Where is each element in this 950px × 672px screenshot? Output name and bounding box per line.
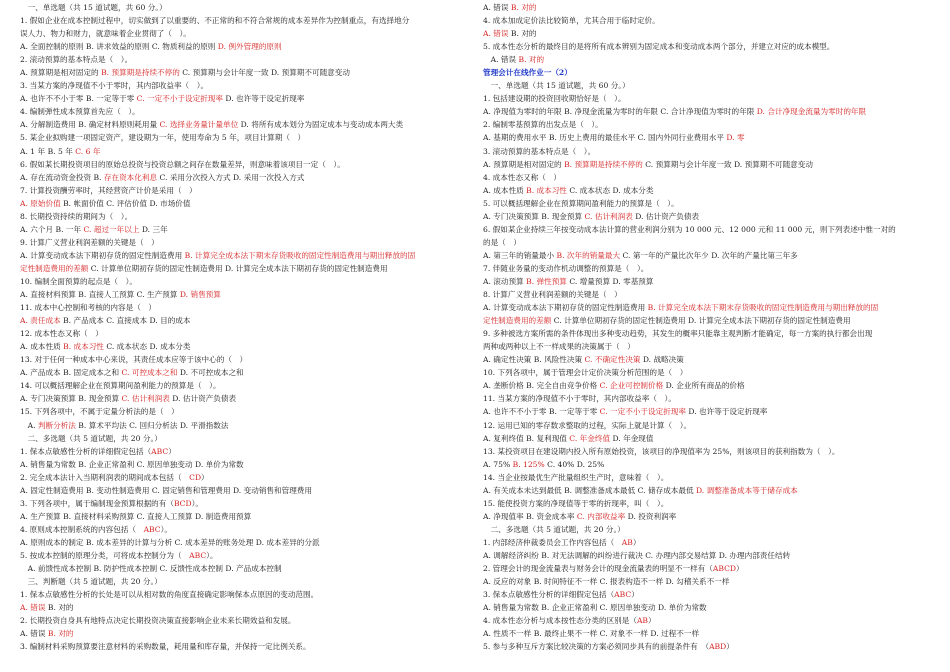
answer-text: 存在资本化利息 xyxy=(103,172,158,182)
answer-text: D. 例外管理的原则 xyxy=(217,42,282,52)
answer-text: ABC xyxy=(151,446,169,456)
text-segment: A. 75% xyxy=(483,459,513,469)
text-segment: 3. 下列各项中，属于编制现金预算根据的有（ xyxy=(20,498,174,508)
text-segment: 7. 伴随业务量的变动作机动调整的预算是（ ）。 xyxy=(483,263,649,273)
answer-text: 定性制造费用的差额 xyxy=(483,316,552,326)
text-segment: A. 基期的费用水平 B. 历史上费用的最佳水平 C. 国内外同行业费用水平 xyxy=(483,133,727,143)
right-line xyxy=(483,236,935,249)
right-line xyxy=(483,314,935,327)
answer-text: C. 估计利润表 xyxy=(584,211,633,221)
text-segment: 一、单选题（共 15 道试题，共 60 分。） xyxy=(20,3,167,12)
right-line xyxy=(483,53,935,66)
text-segment: C. 计算单位期初存货的固定性制造费用 D. 计算完全成本法下期初存货的固定性制造费用 xyxy=(551,316,851,326)
text-segment: 11. 当某方案的净现值不小于零时，其内部收益率（ ）。 xyxy=(483,394,676,404)
text-segment: 4. 编制弹性成本预算首先应（ ）。 xyxy=(20,107,140,117)
right-line xyxy=(483,419,935,432)
text-segment: 1. 保本点敏感性分析的详细假定包括（ xyxy=(20,446,152,456)
text-segment: 9. 计算广义营业利润差额的关键是（ ） xyxy=(20,237,159,247)
left-line xyxy=(20,236,467,249)
right-line xyxy=(483,471,935,484)
text-segment: D. 三年 xyxy=(139,224,168,234)
left-line xyxy=(20,262,467,275)
left-line xyxy=(20,314,467,327)
right-line xyxy=(483,184,935,197)
right-line xyxy=(483,549,935,562)
left-line xyxy=(20,184,467,197)
text-segment: A. 调解经济纠纷 B. 对无法调解的纠纷进行裁决 C. 办理内部交易结算 D. 办理内部责任结转 xyxy=(483,550,791,560)
text-segment: ） xyxy=(648,616,656,626)
answer-text: D. 合计净现金流量为零时的年限 xyxy=(756,107,867,117)
right-line xyxy=(483,27,935,40)
answer-text: B. 成本习性 xyxy=(63,342,104,352)
right-line xyxy=(483,118,935,131)
text-segment: A. 有关成本未达到最低 B. 调整准备成本最低 C. 储存成本最低 xyxy=(483,485,696,495)
answer-text: BCD xyxy=(173,498,192,508)
left-line xyxy=(20,210,467,223)
right-line xyxy=(483,353,935,366)
answer-text: ABC xyxy=(614,590,632,600)
text-segment: A. 存在流动资金投资 B. xyxy=(20,172,104,182)
left-line xyxy=(20,627,467,640)
answer-text: C. 一定不小于设定折现率 xyxy=(599,407,686,417)
answer-text: B. 弹性预算 xyxy=(526,276,567,286)
right-line xyxy=(483,458,935,471)
answer-text: B. 对的 xyxy=(510,3,537,12)
text-segment: D. 企业所有商品的价格 xyxy=(663,381,745,391)
answer-text: B. 计算完全成本法下期末存货吸收的固定性制造费用与期出释放的固 xyxy=(184,250,416,260)
text-segment: 12. 成本性态又称（ ） xyxy=(20,329,103,339)
answer-text: B. 预算期是持续不停的 xyxy=(101,68,180,78)
text-segment: 15. 能使投资方案的净现值等于零的折现率，叫（ ）。 xyxy=(483,498,669,508)
left-line xyxy=(20,445,467,458)
left-line xyxy=(20,432,467,445)
left-line xyxy=(20,197,467,210)
answer-text: A. 责任成本 xyxy=(20,316,61,326)
right-line xyxy=(483,562,935,575)
text-segment: ）。 xyxy=(206,550,218,560)
left-line xyxy=(20,366,467,379)
text-segment: 7. 计算投资酬劳率时，其经营资产计价是采用（ ） xyxy=(20,185,197,195)
text-segment: C. 采用分次投入方式 D. 采用一次投入方式 xyxy=(157,172,305,182)
text-segment: 10. 编制全面预算的起点是（ ）。 xyxy=(20,276,138,286)
text-segment: A. 净现值为零时的年限 B. 净现金流量为零时的年限 C. 合计净现值为零时的年限 xyxy=(483,107,757,117)
text-segment: 二、多选题（共 5 道试题，共 20 分。） xyxy=(483,524,625,534)
left-line xyxy=(20,340,467,353)
text-segment: ） xyxy=(726,642,734,652)
text-segment: 4. 成本性态又称（ ） xyxy=(483,172,562,182)
left-line xyxy=(20,288,467,301)
text-segment: D. 战略决策 xyxy=(640,355,684,365)
text-segment: A. 滚动预算 xyxy=(483,276,527,286)
text-segment: A. 销售量为常数 B. 企业正常盈利 C. 原因单独变动 D. 单价为常数 xyxy=(20,459,244,469)
right-line xyxy=(483,210,935,223)
right-line xyxy=(483,340,935,353)
answer-text: ABC xyxy=(143,524,161,534)
text-segment: A. 反应的对象 B. 时间特征不一样 C. 报表构造不一样 D. 勾稽关系不一样 xyxy=(483,577,730,587)
answer-text: C. 选择业务量计量单位 xyxy=(159,120,239,130)
answer-text: ABC xyxy=(189,550,207,560)
answer-text: B. 计算完全成本法下期末存货吸收的固定性制造费用与期出释放的固 xyxy=(647,303,879,313)
right-line xyxy=(483,536,935,549)
text-segment: 3. 保本点敏感性分析的详细假定包括（ xyxy=(483,590,615,600)
answer-text: B. 次年的销量最大 xyxy=(556,250,621,260)
right-line xyxy=(483,445,935,458)
left-line xyxy=(20,549,467,562)
right-line xyxy=(483,301,935,314)
text-segment: 11. 成本中心控制和考核的内容是（ ） xyxy=(20,303,156,313)
text-segment: A. 销售量为常数 B. 企业正常盈利 C. 原因单独变动 D. 单价为常数 xyxy=(483,603,707,613)
right-line xyxy=(483,523,935,536)
text-segment: A. 预算期是相对固定的 xyxy=(483,159,565,169)
left-line xyxy=(20,614,467,627)
text-segment: 5. 成本性态分析的最终目的是将所有成本辨别为固定成本和变动成本两个部分，并建立对应的成本模型。 xyxy=(483,42,835,52)
answer-text: 判断分析法 xyxy=(37,420,76,430)
right-line xyxy=(483,327,935,340)
answer-text: A. 错误 xyxy=(20,603,46,613)
text-segment: C. 成本状态 D. 成本分类 xyxy=(103,342,191,352)
right-line xyxy=(483,197,935,210)
section-title: 管理会计在线作业一（2） xyxy=(483,68,572,78)
text-segment: B. 对的 xyxy=(508,29,537,39)
text-segment: C. 预算期与会计年度一致 D. 预算期不可随意变动 xyxy=(179,68,350,78)
right-line xyxy=(483,405,935,418)
text-segment: C. 成本状态 D. 成本分类 xyxy=(566,185,654,195)
text-segment: A. 专门决策预算 B. 现金预算 xyxy=(483,211,585,221)
text-segment: 5. 某企业拟购建一项固定资产，建设期为一年，使用寿命为 5 年，项目计算期（ ） xyxy=(20,133,306,143)
left-line xyxy=(20,458,467,471)
left-line xyxy=(20,301,467,314)
text-segment: A. 预算期是相对固定的 xyxy=(20,68,102,78)
answer-text: D. 调整准备成本等于储存成本 xyxy=(695,485,798,495)
left-line xyxy=(20,484,467,497)
answer-text: B. 对的 xyxy=(47,629,74,639)
left-line xyxy=(20,171,467,184)
text-segment: D. 也许等于设定折现率 xyxy=(685,407,768,417)
right-line xyxy=(483,262,935,275)
text-segment: A. 直接材料预算 B. 直接人工预算 C. 生产预算 xyxy=(20,290,180,300)
text-segment: 1. 保本点敏感性分析的长处是可以从相对数的角度直接确定影响保本点原因的变动范围。 xyxy=(20,590,319,600)
right-line xyxy=(483,66,935,79)
text-segment: C. 预算期与会计年度一致 D. 预算期不可随意变动 xyxy=(642,159,813,169)
text-segment: A. 也许不不小于零 B. 一定等于零 xyxy=(20,94,137,104)
text-segment: A. 产品成本 B. 固定成本之和 xyxy=(20,368,122,378)
text-segment: 13. 某投资项目在建设期内投入所有原始投资，该项目的净现值率为 25%，则该项目的获利指数为（ ）。 xyxy=(483,446,840,456)
right-line xyxy=(483,171,935,184)
text-segment: 4. 原则成本控制系统的内容包括（ xyxy=(20,524,144,534)
left-line xyxy=(20,92,467,105)
left-line xyxy=(20,158,467,171)
right-line xyxy=(483,158,935,171)
left-line xyxy=(20,497,467,510)
right-line xyxy=(483,92,935,105)
answer-text: B. 125% xyxy=(512,459,545,469)
answer-text: B. 预算期是持续不停的 xyxy=(564,159,643,169)
answer-text: AB xyxy=(636,616,649,626)
right-line xyxy=(483,1,935,14)
right-line xyxy=(483,275,935,288)
text-segment: 3. 当某方案的净现值不小于零时，其内部收益率（ ）。 xyxy=(20,81,209,91)
left-column xyxy=(20,1,467,653)
right-line xyxy=(483,627,935,640)
text-segment: 14. 可以概括理解企业在预算期间盈利能力的预算是（ ）。 xyxy=(20,381,221,391)
text-segment: 6. 假如某企业持续三年按变动成本法计算的营业利润分别为 10 000 元、12 000 元和 11 000 元，则下列表述中惟一对的 xyxy=(483,224,896,234)
text-segment: A. 错误 xyxy=(483,3,511,12)
right-line xyxy=(483,510,935,523)
right-line xyxy=(483,588,935,601)
text-segment: 1. 内部经济仲裁委员会工作内容包括（ xyxy=(483,537,622,547)
answer-text: D. 销售预算 xyxy=(179,290,221,300)
text-segment: 二、多选题（共 5 道试题，共 20 分。） xyxy=(20,433,162,443)
text-segment: 5. 可以概括理解企业在预算期间盈利能力的预算是（ ）。 xyxy=(483,198,679,208)
left-line xyxy=(20,536,467,549)
text-segment: D. 估计资产负债表 xyxy=(632,211,700,221)
text-segment: A. xyxy=(20,420,38,430)
text-segment: A. 错误 xyxy=(20,629,48,639)
text-segment: A. 也许不不小于零 B. 一定等于零 xyxy=(483,407,600,417)
answer-text: C. 6 年 xyxy=(75,146,101,156)
left-line xyxy=(20,405,467,418)
right-line xyxy=(483,14,935,27)
text-segment: 15. 下列各项中，不属于定量分析法的是（ ） xyxy=(20,407,179,417)
right-line xyxy=(483,366,935,379)
answer-text: B. 成本习性 xyxy=(526,185,567,195)
left-line xyxy=(20,79,467,92)
left-line xyxy=(20,105,467,118)
text-segment: ） xyxy=(735,564,744,574)
text-segment: 2. 滚动预算的基本特点是（ ）。 xyxy=(20,55,133,65)
answer-text: AB xyxy=(621,537,633,547)
answer-text: A. 原始价值 xyxy=(20,198,61,208)
answer-text: A. 错误 xyxy=(483,29,509,39)
text-segment: A. 前馈性成本控制 B. 防护性成本控制 C. 反馈性成本控制 D. 产品成本控制 xyxy=(20,564,282,574)
text-segment: ） xyxy=(632,537,641,547)
answer-text: B. 对的 xyxy=(518,55,545,65)
answer-text: D. 零 xyxy=(726,133,745,143)
left-line xyxy=(20,562,467,575)
left-line xyxy=(20,601,467,614)
left-line xyxy=(20,471,467,484)
text-segment: 三、判断题（共 5 道试题，共 20 分。） xyxy=(20,577,162,587)
text-segment: A. 固定性制造费用 B. 变动性制造费用 C. 固定销售和管理费用 D. 变动销售和管理费用 xyxy=(20,485,312,495)
right-line xyxy=(483,575,935,588)
left-line xyxy=(20,353,467,366)
text-segment: ）。 xyxy=(191,498,203,508)
text-segment: 8. 长期投资持续的期间为（ ）。 xyxy=(20,211,133,221)
right-line xyxy=(483,131,935,144)
text-segment: D. 投资利润率 xyxy=(625,511,677,521)
answer-text: CD xyxy=(189,472,202,482)
text-segment: 3. 编制材料采购预算要注意材料的采购数量，耗用量和库存量，并保持一定比例关系。 xyxy=(20,642,311,652)
text-segment: D. 不可控成本之和 xyxy=(177,368,244,378)
right-line xyxy=(483,145,935,158)
text-segment: 5. 按成本控制的原理分类，可将成本控制分为（ xyxy=(20,550,190,560)
text-segment: 8. 计算广义营业利润差额的关键是（ ） xyxy=(483,290,622,300)
text-segment: C. 增量预算 D. 零基预算 xyxy=(566,276,654,286)
text-segment: A. 六个月 B. 一年 xyxy=(20,224,84,234)
left-line xyxy=(20,27,467,40)
left-line xyxy=(20,588,467,601)
text-segment: 6. 假如某长期投资项目的原始总投资与投资总额之间存在数量差异，则意味着该项目一定（ ）。 xyxy=(20,159,345,169)
left-line xyxy=(20,392,467,405)
text-segment: B. 产品成本 C. 直接成本 D. 目的成本 xyxy=(60,316,191,326)
text-segment: ）。 xyxy=(160,524,172,534)
right-line xyxy=(483,249,935,262)
text-segment: ） xyxy=(631,590,639,600)
answer-text: C. 超过一年以上 xyxy=(83,224,140,234)
text-segment: 9. 多种被选方案所需的条件体现出多种变动趋势，其发生的概率只能靠主观判断才能确定，每一方案的执行都会出现 xyxy=(483,329,873,339)
right-line xyxy=(483,497,935,510)
text-segment: 12. 运用已知的零存数求整取的过程，实际上就是计算（ ）。 xyxy=(483,420,692,430)
answer-text: C. 企业可控制价格 xyxy=(599,381,664,391)
answer-text: ABCD xyxy=(712,564,736,574)
answer-text: C. 一定不小于设定折现率 xyxy=(136,94,223,104)
text-segment: ） xyxy=(168,446,176,456)
answer-text: C. 不确定性决策 xyxy=(584,355,641,365)
text-segment: A. 错误 xyxy=(483,55,519,65)
answer-text: C. 年金终值 xyxy=(569,433,611,443)
right-line xyxy=(483,601,935,614)
text-segment: A. 1 年 B. 5 年 xyxy=(20,146,76,156)
left-line xyxy=(20,145,467,158)
right-line xyxy=(483,105,935,118)
text-segment: 13. 对于任何一种成本中心来说，其责任成本应等于该中心的（ ） xyxy=(20,355,248,365)
text-segment: A. 净现值率 B. 资金成本率 xyxy=(483,511,577,521)
answer-text: 定性制造费用的差额 xyxy=(20,263,89,273)
text-segment: A. 复利终值 B. 复利现值 xyxy=(483,433,570,443)
left-line xyxy=(20,118,467,131)
text-segment: A. 全面控制的原则 B. 讲求效益的原则 C. 物质利益的原则 xyxy=(20,42,218,52)
left-line xyxy=(20,131,467,144)
text-segment: 3. 滚动预算的基本特点是（ ）。 xyxy=(483,146,596,156)
left-line xyxy=(20,419,467,432)
text-segment: A. 计算变动成本法下期初存货的固定性制造费用 xyxy=(20,250,185,260)
text-segment: D. 也许等于设定折现率 xyxy=(222,94,305,104)
right-line xyxy=(483,392,935,405)
text-segment: 10. 下列各项中，属于管理会计定价决策分析范围的是（ ） xyxy=(483,368,688,378)
left-line xyxy=(20,249,467,262)
text-segment: 两种或两种以上不一样成果的决策属于（ ） xyxy=(483,342,635,352)
answer-text: C. 内部收益率 xyxy=(576,511,626,521)
text-segment: 14. 当企业按最优生产批量组织生产时，意味着（ ）。 xyxy=(483,472,669,482)
text-segment: D. 年金现值 xyxy=(610,433,654,443)
right-line xyxy=(483,484,935,497)
text-segment: A. 性质不一样 B. 最终止果不一样 C. 对象不一样 D. 过程不一样 xyxy=(483,629,700,639)
text-segment: A. 成本性质 xyxy=(20,342,64,352)
left-line xyxy=(20,223,467,236)
text-segment: A. 成本性质 xyxy=(483,185,527,195)
right-line xyxy=(483,432,935,445)
text-segment: A. 原则成本的制定 B. 成本差异的计算与分析 C. 成本差异的账务处理 D. 成本差异的分派 xyxy=(20,537,320,547)
text-segment: D. 估计资产负债表 xyxy=(169,394,237,404)
right-column xyxy=(483,1,935,653)
text-segment: 的是（ ） xyxy=(483,237,521,247)
right-line xyxy=(483,40,935,53)
text-segment: C. 计算单位期初存货的固定性制造费用 D. 计算完全成本法下期初存货的固定性制造费用 xyxy=(88,263,388,273)
text-segment: 2. 长期投资自身具有地特点决定长期投资决策直接影响企业未来长期效益和发展。 xyxy=(20,616,296,626)
text-segment: A. 专门决策预算 B. 现金预算 xyxy=(20,394,122,404)
text-segment: A. 分解制造费用 B. 确定材料原则耗用量 xyxy=(20,120,160,130)
text-segment: 1. 包括建设期的投资回收期恰好是（ ）。 xyxy=(483,94,626,104)
right-line xyxy=(483,223,935,236)
text-segment: A. 计算变动成本法下期初存货的固定性制造费用 xyxy=(483,303,648,313)
text-segment: B. 对的 xyxy=(45,603,74,613)
left-line xyxy=(20,53,467,66)
text-segment: 2. 编制零基预算的出发点是（ ）。 xyxy=(483,120,603,130)
left-line xyxy=(20,275,467,288)
left-line xyxy=(20,523,467,536)
left-line xyxy=(20,575,467,588)
text-segment: A. 第三年的销量最小 xyxy=(483,250,557,260)
text-segment: C. 40% D. 25% xyxy=(544,459,605,469)
text-segment: A. 确定性决策 B. 风险性决策 xyxy=(483,355,585,365)
text-segment: B. 帐面价值 C. 评估价值 D. 市场价值 xyxy=(60,198,191,208)
right-line xyxy=(483,79,935,92)
left-line xyxy=(20,510,467,523)
text-segment: 1. 假如企业在成本控制过程中，切实做到了以重要的、不正常的和不符合常规的成本差异作为控制重点，有选择地分 xyxy=(20,16,410,26)
text-segment: 4. 成本性态分析与成本按性态分类的区别是（ xyxy=(483,616,637,626)
text-segment: 一、单选题（共 15 道试题，共 60 分。） xyxy=(483,81,630,91)
text-segment: A. 垄断价格 B. 完全自由竞争价格 xyxy=(483,381,600,391)
text-segment: 2. 完全成本法计入当期利润表的期间成本包括（ xyxy=(20,472,190,482)
left-line xyxy=(20,66,467,79)
left-line xyxy=(20,14,467,27)
left-line xyxy=(20,1,467,14)
text-segment: 4. 成本加成定价法比较简单，尤其合用于临时定价。 xyxy=(483,16,660,26)
text-segment: B. 算术平均法 C. 回归分析法 D. 平滑指数法 xyxy=(75,420,229,430)
answer-text: C. 估计利润表 xyxy=(121,394,170,404)
right-line xyxy=(483,614,935,627)
right-line xyxy=(483,288,935,301)
text-segment: 2. 管理会计的现金流量表与财务会计的现金流量表的明显不一样有（ xyxy=(483,564,713,574)
left-line xyxy=(20,640,467,653)
answer-text: C. 可控成本之和 xyxy=(121,368,178,378)
left-line xyxy=(20,40,467,53)
text-segment: A. 生产预算 B. 直接材料采购预算 C. 直接人工预算 D. 制造费用预算 xyxy=(20,511,252,521)
answer-text: ABD xyxy=(709,642,727,652)
text-segment: C. 第一年的产量比次年少 D. 次年的产量比第三年多 xyxy=(620,250,798,260)
right-line xyxy=(483,640,935,653)
left-line xyxy=(20,327,467,340)
right-line xyxy=(483,379,935,392)
text-segment: 5. 参与多种互斥方案比较决策的方案必须同步具有的前提条件有 （ xyxy=(483,642,710,652)
left-line xyxy=(20,379,467,392)
text-segment: ） xyxy=(201,472,209,482)
text-segment: 误人力、物力和财力，就意味着企业贯彻了（ ）。 xyxy=(20,29,191,39)
text-segment: D. 将所有成本划分为固定成本与变动成本两大类 xyxy=(238,120,404,130)
